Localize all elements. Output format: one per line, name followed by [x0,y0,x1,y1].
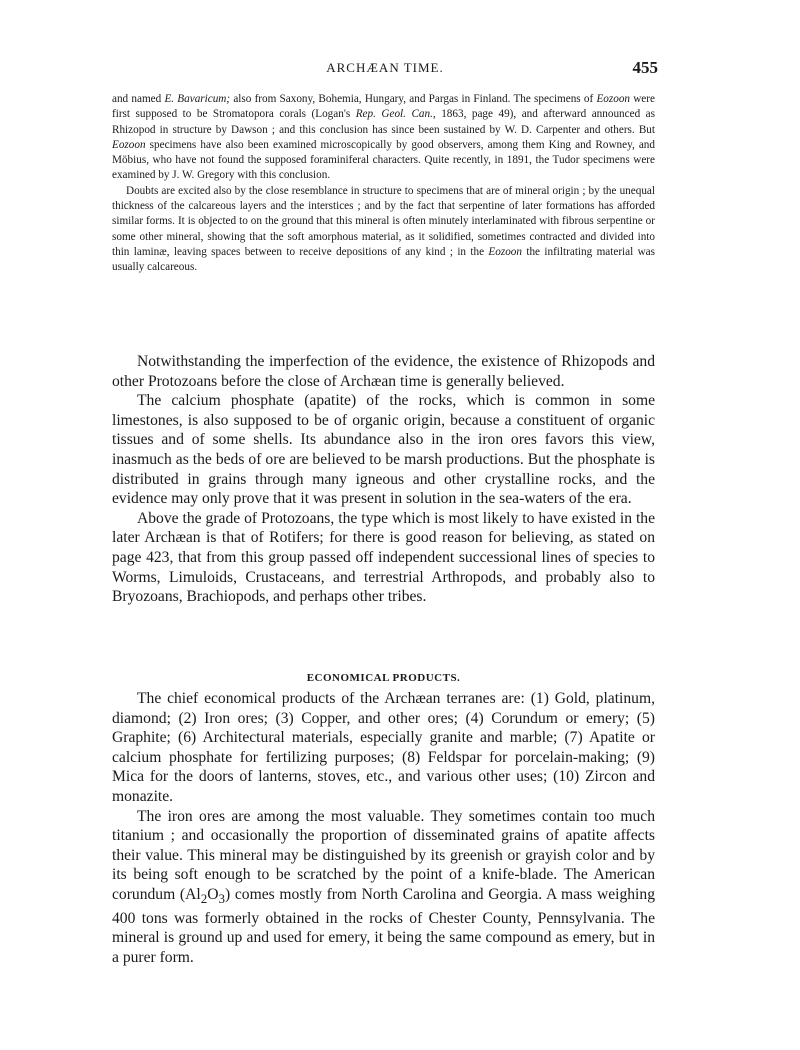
subscript-text: 3 [218,891,225,907]
page-number: 455 [632,58,658,77]
section-paragraph-1: The chief economical products of the Archæan terranes are: (1) Gold, platinum, diamond; (2) Iron ores; (3) Copper, and other ores; (4) Corundum or emery; (5) Graphite; (6) Architectural materials, especially granite and marble; (7) Apatite or calcium phosphate for fertilizing purposes; (8) Feldspar for porcelain-making; (9) Mica for the doors of lanterns, stoves, etc., and various other uses; (10) Zircon and monazite. [112,690,655,805]
section-heading: ECONOMICAL PRODUCTS. [306,672,461,684]
italic-text: Rep. Geol. Can. [355,108,433,121]
economical-products-section [112,689,655,967]
main-text-section [112,352,655,607]
italic-text: Eozoon [596,93,630,105]
running-head [112,58,658,78]
body-paragraph-2: The calcium phosphate (apatite) of the rocks, which is common in some limestones, is also supposed to be of organic origin, because a constituent of organic tissues and of some shells. Its abundance also in the iron ores favors this view, inasmuch as the beds of ore are believed to be marsh productions. But the phosphate is distributed in grains through many igneous and other crystalline rocks, and the evidence may only prove that it was present in solution in the sea-waters of the era. [112,392,655,508]
small-print-paragraph-2: Doubts are excited also by the close resemblance in structure to specimens that are of mineral origin ; by the unequal thickness of the calcareous layers and the interstices ; and by the fact that serpentine of later formations has afforded similar forms. It is objected to on the ground that this mineral is often minutely interlaminated with fibrous serpentine or some other mineral, showing that the soft amorphous material, as it solidified, sometimes contracted and divided into thin laminæ, leaving spaces between to receive depositions of any kind ; in the Eozoon the infiltrating material was usually calcareous. [112,184,655,274]
body-paragraph-3: Above the grade of Protozoans, the type which is most likely to have existed in the later Archæan is that of Rotifers; for there is good reason for believing, as stated on page 423, that from this group passed off independent successional lines of species to Worms, Limuloids, Crustaceans, and terrestrial Arthropods, and probably also to Bryozoans, Brachiopods, and perhaps other tribes. [112,509,655,606]
running-title: ARCHÆAN TIME. [326,60,444,75]
small-print-section [112,92,655,276]
italic-text: Eozoon [488,245,522,258]
italic-text: E. Bavaricum; [164,93,231,105]
section-paragraph-2: The iron ores are among the most valuable. They sometimes contain too much titanium ; and occasionally the proportion of disseminated grains of apatite affects their value. This mineral may be distinguished by its greenish or grayish color and by its being soft enough to be scratched by the point of a knife-blade. The American corundum $(Al_2O_3)$ comes mostly from North Carolina and Georgia. A mass weighing 400 tons was formerly obtained in the rocks of Chester County, Pennsylvania. The mineral is ground up and used for emery, it being the same compound as emery, but in a purer form. [112,807,655,966]
body-paragraph-1: Notwithstanding the imperfection of the evidence, the existence of Rhizopods and other Protozoans before the close of Archæan time is generally believed. [112,353,655,390]
italic-text: Eozoon [112,138,146,151]
small-print-paragraph-1: and named E. Bavaricum; also from Saxony, Bohemia, Hungary, and Pargas in Finland. The specimens of Eozoon were first supposed to be Stromatopora corals (Logan's Rep. Geol. Can., 1863, page 49), and afterward announced as Rhizopod in structure by Dawson ; and this conclusion has since been sustained by W. D. Carpenter and others. But Eozoon specimens have also been examined microscopically by good observers, among them King and Rowney, and Möbius, who have not found the supposed foraminiferal characters. Quite recently, in 1891, the Tudor specimens were examined by J. W. Gregory with this conclusion. [112,93,655,182]
subscript-text: 2 [200,891,208,907]
